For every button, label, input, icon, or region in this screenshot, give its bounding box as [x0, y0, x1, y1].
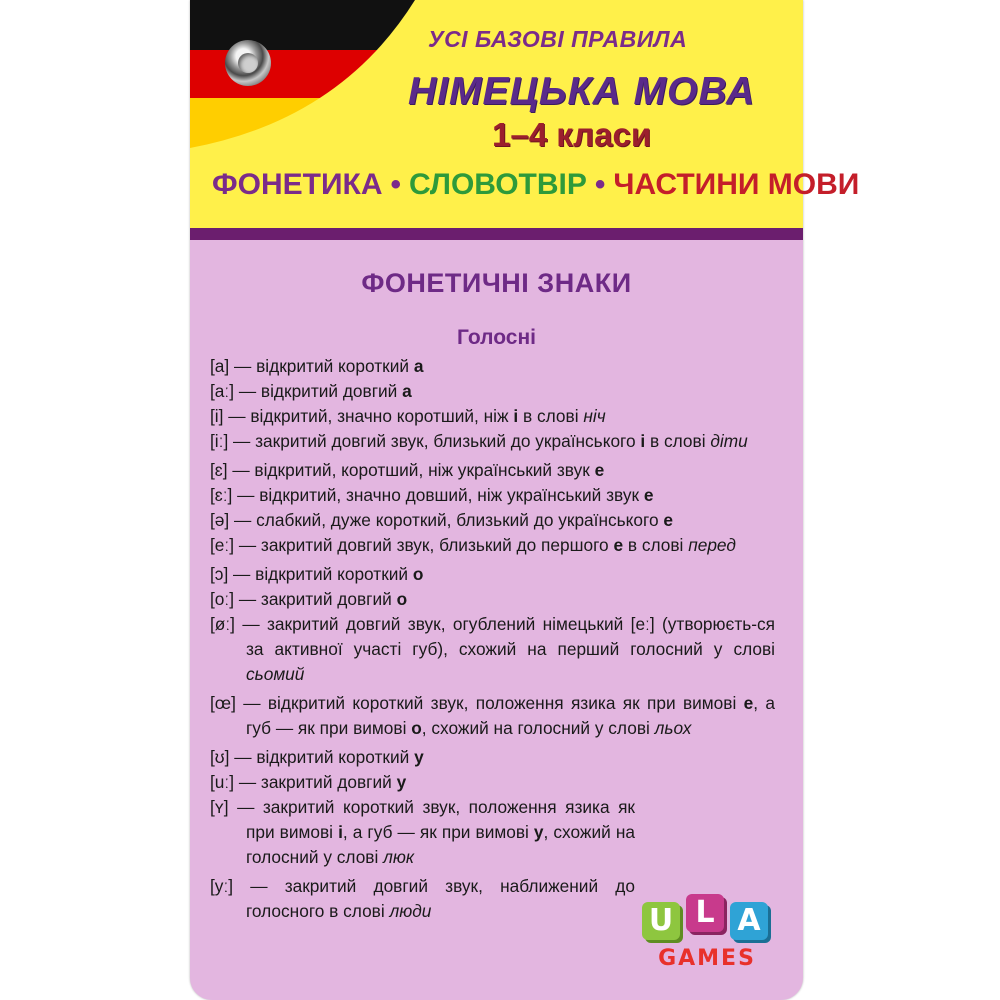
- subhead-vowels: Голосні: [457, 326, 536, 349]
- topics-line: [212, 168, 859, 202]
- logo-cube-a: A: [730, 902, 768, 940]
- list-item: [iː] — закритий довгий звук, близький до українського і в слові діти: [210, 431, 748, 451]
- rule-card: [190, 0, 860, 1000]
- topic-word-formation: СЛОВОТВІР: [409, 168, 587, 201]
- tagline: УСІ БАЗОВІ ПРАВИЛА: [428, 26, 688, 52]
- list-item: [øː] — закритий довгий звук, огублений німецький [eː] (утворюєть-ся за активної участі губ), схожий на перший голосний у слові сьомий: [210, 614, 775, 684]
- logo-cube-u: U: [642, 902, 680, 940]
- german-flag-icon: [190, 0, 420, 150]
- topic-phonetics: ФОНЕТИКА: [212, 168, 383, 201]
- topic-separator: •: [594, 168, 606, 201]
- list-item: [aː] — відкритий довгий а: [210, 381, 412, 401]
- logo-cube-l: L: [686, 894, 724, 932]
- book-title: НІМЕЦЬКА МОВА: [408, 70, 756, 113]
- grades-label: 1–4 класи: [492, 116, 652, 153]
- section-title: ФОНЕТИЧНІ ЗНАКИ: [361, 268, 632, 298]
- list-item: [a] — відкритий короткий а: [210, 356, 424, 376]
- phonetic-entries-list: [210, 354, 775, 924]
- topic-separator: •: [390, 168, 401, 201]
- ula-games-logo: [642, 894, 772, 974]
- list-item: [eː] — закритий довгий звук, близький до першого е в слові перед: [210, 535, 736, 555]
- list-item: [ə] — слабкий, дуже короткий, близький до українського е: [210, 510, 673, 530]
- header-divider: [190, 228, 803, 240]
- list-item: [ɔ] — відкритий короткий о: [210, 564, 424, 584]
- list-item: [i] — відкритий, значно коротший, ніж і в слові ніч: [210, 406, 606, 426]
- list-item: [uː] — закритий довгий у: [210, 772, 407, 792]
- list-item: [ɛ] — відкритий, коротший, ніж український звук е: [210, 460, 605, 480]
- list-item: [yː] — закритий довгий звук, наближений до голосного в слові люди: [210, 876, 635, 921]
- list-item: [oː] — закритий довгий о: [210, 589, 408, 609]
- card-header: [190, 0, 860, 228]
- list-item: [ɛː] — відкритий, значно довший, ніж український звук е: [210, 485, 654, 505]
- list-item: [ʏ] — закритий короткий звук, положення язика як при вимові і, а губ — як при вимові у, схожий на голосний у слові люк: [210, 797, 635, 867]
- grommet-ring-icon: [225, 40, 271, 86]
- list-item: [œ] — відкритий короткий звук, положення язика як при вимові е, а губ — як при вимові о, схожий на голосний у слові льох: [210, 693, 775, 738]
- list-item: [ʊ] — відкритий короткий у: [210, 747, 424, 767]
- topic-parts-of-speech: ЧАСТИНИ МОВИ: [613, 168, 860, 201]
- logo-text: GAMES: [658, 946, 756, 971]
